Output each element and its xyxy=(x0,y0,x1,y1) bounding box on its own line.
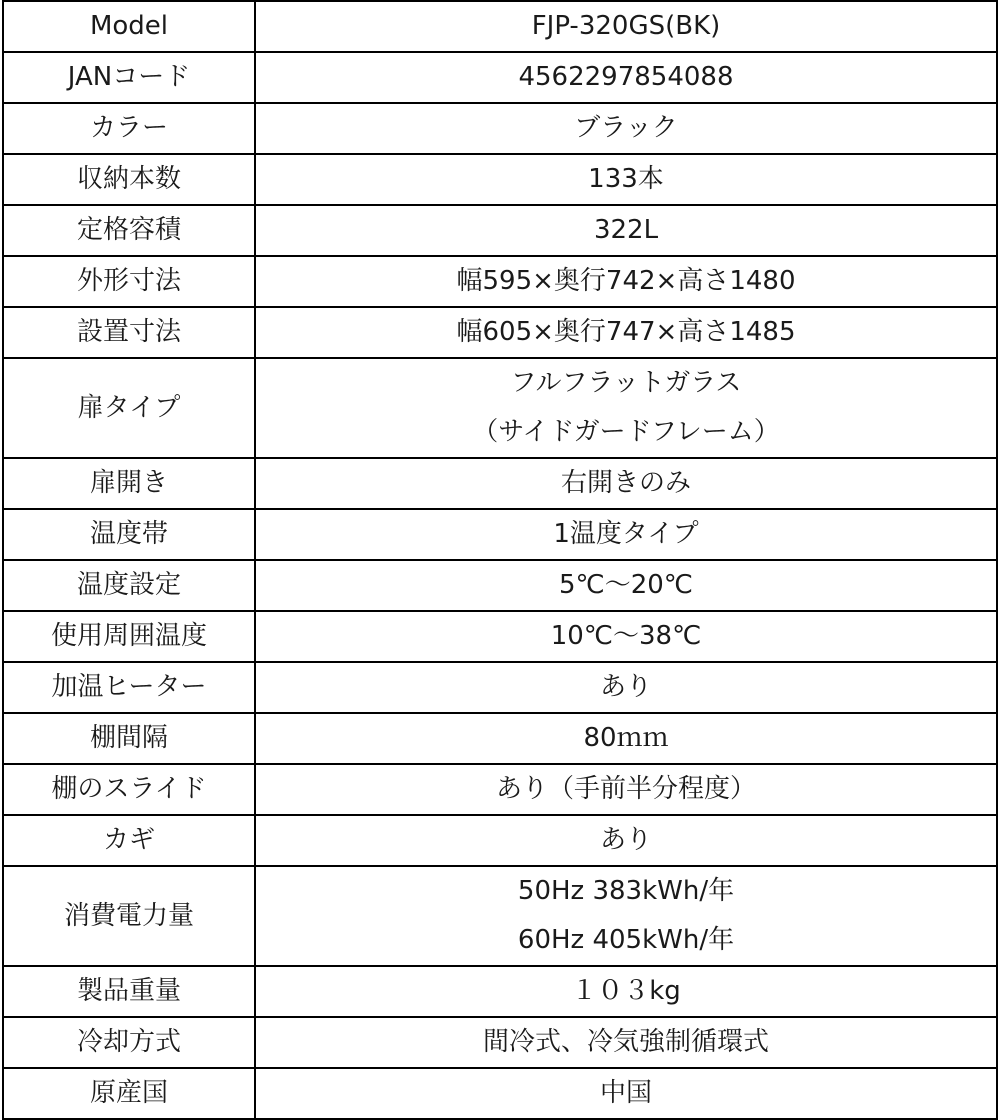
spec-value xyxy=(255,52,997,103)
spec-value-line: 133本 xyxy=(588,164,664,194)
spec-row xyxy=(3,866,997,966)
spec-value xyxy=(255,1017,997,1068)
spec-row xyxy=(3,103,997,154)
spec-row xyxy=(3,509,997,560)
spec-value xyxy=(255,560,997,611)
spec-label: JANコード xyxy=(3,52,255,103)
spec-value-line: 間冷式、冷気強制循環式 xyxy=(482,1027,769,1057)
spec-label: 温度帯 xyxy=(3,509,255,560)
spec-value-line: あり xyxy=(599,672,652,702)
spec-row xyxy=(3,815,997,866)
spec-value-line: あり（手前半分程度） xyxy=(495,774,756,804)
spec-row xyxy=(3,154,997,205)
spec-value-line: 5℃～20℃ xyxy=(558,570,694,600)
spec-value xyxy=(255,358,997,458)
spec-row xyxy=(3,713,997,764)
spec-label: 使用周囲温度 xyxy=(3,611,255,662)
spec-row xyxy=(3,1017,997,1068)
spec-value-line: 50Hz 383kWh/年 xyxy=(517,876,735,906)
spec-table xyxy=(2,0,998,1120)
spec-label: カギ xyxy=(3,815,255,866)
spec-row xyxy=(3,458,997,509)
spec-value-line: 10℃～38℃ xyxy=(550,621,702,651)
spec-value-line: 80ｍｍ xyxy=(583,723,669,753)
spec-value-line: １０３kg xyxy=(571,976,681,1006)
spec-value xyxy=(255,103,997,154)
spec-label: カラー xyxy=(3,103,255,154)
spec-value-line: 中国 xyxy=(599,1078,652,1108)
spec-value xyxy=(255,205,997,256)
spec-value xyxy=(255,256,997,307)
spec-label: Model xyxy=(3,1,255,52)
spec-label: 収納本数 xyxy=(3,154,255,205)
spec-value xyxy=(255,866,997,966)
spec-value-line: FJP-320GS(BK) xyxy=(531,11,721,41)
spec-label: 加温ヒーター xyxy=(3,662,255,713)
spec-label: 定格容積 xyxy=(3,205,255,256)
spec-value xyxy=(255,1,997,52)
spec-value xyxy=(255,764,997,815)
spec-row xyxy=(3,358,997,458)
spec-label: 外形寸法 xyxy=(3,256,255,307)
spec-value-line: 60Hz 405kWh/年 xyxy=(517,925,735,955)
spec-label: 設置寸法 xyxy=(3,307,255,358)
spec-value xyxy=(255,966,997,1017)
spec-value-line: 幅595×奥行742×高さ1480 xyxy=(456,266,796,296)
spec-label: 棚間隔 xyxy=(3,713,255,764)
spec-row xyxy=(3,1,997,52)
spec-label: 扉開き xyxy=(3,458,255,509)
spec-value xyxy=(255,815,997,866)
spec-row xyxy=(3,205,997,256)
spec-value-line: 右開きのみ xyxy=(560,468,691,498)
spec-value-line: 幅605×奥行747×高さ1485 xyxy=(456,317,796,347)
spec-row xyxy=(3,662,997,713)
spec-label: 冷却方式 xyxy=(3,1017,255,1068)
spec-label: 温度設定 xyxy=(3,560,255,611)
spec-row xyxy=(3,611,997,662)
spec-label: 原産国 xyxy=(3,1068,255,1119)
spec-row xyxy=(3,764,997,815)
spec-value-line: フルフラットガラス xyxy=(510,368,742,398)
spec-value-line: 4562297854088 xyxy=(518,62,734,92)
spec-value xyxy=(255,611,997,662)
spec-table-body xyxy=(3,1,997,1119)
spec-value xyxy=(255,662,997,713)
spec-value xyxy=(255,458,997,509)
spec-value xyxy=(255,509,997,560)
spec-label: 消費電力量 xyxy=(3,866,255,966)
spec-row xyxy=(3,52,997,103)
spec-label: 製品重量 xyxy=(3,966,255,1017)
spec-label: 棚のスライド xyxy=(3,764,255,815)
spec-row xyxy=(3,256,997,307)
spec-row xyxy=(3,1068,997,1119)
spec-label: 扉タイプ xyxy=(3,358,255,458)
spec-value xyxy=(255,307,997,358)
spec-row xyxy=(3,966,997,1017)
spec-value-line: 1温度タイプ xyxy=(553,519,699,549)
spec-value xyxy=(255,713,997,764)
spec-value-line: ブラック xyxy=(574,113,678,143)
spec-value-line: あり xyxy=(599,825,652,855)
spec-value-line: 322L xyxy=(593,215,659,245)
spec-row xyxy=(3,307,997,358)
spec-value-line: （サイドガードフレーム） xyxy=(472,417,780,447)
spec-value xyxy=(255,154,997,205)
spec-value xyxy=(255,1068,997,1119)
spec-row xyxy=(3,560,997,611)
